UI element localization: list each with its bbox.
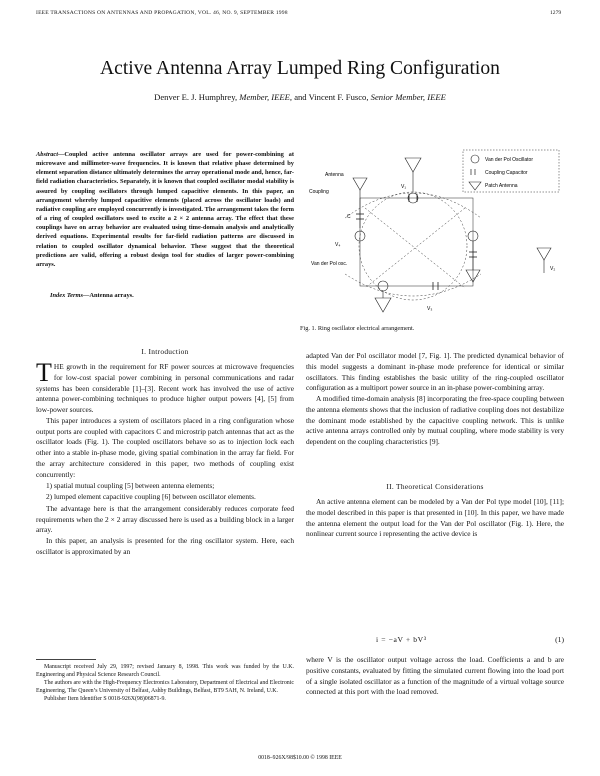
label-antenna: Antenna (325, 172, 344, 178)
legend-vdp: Van der Pol Oscillator (485, 157, 533, 163)
label-v1: V₁ (401, 184, 407, 190)
intro-paragraph-1 (36, 358, 294, 416)
equation-number: (1) (555, 635, 564, 644)
ring-oscillator-figure (305, 148, 567, 318)
footnote (36, 663, 294, 703)
equation-body: i = −aV + bV³ (376, 635, 427, 644)
figure-legend (463, 150, 559, 192)
legend-capacitor: Coupling Capacitor (485, 170, 528, 176)
journal-header: IEEE TRANSACTIONS ON ANTENNAS AND PROPAGATION, VOL. 46, NO. 9, SEPTEMBER 1998 (36, 10, 288, 16)
list-item: 1) spatial mutual coupling [5] between antenna elements; (46, 481, 215, 491)
right-column-body (306, 351, 564, 448)
author-1-role: Member, IEEE, (239, 92, 293, 102)
section-2-body (306, 497, 564, 540)
right-paragraph-1: adapted Van der Pol oscillator model [7, Fig. 1]. The predicted dynamical behavior of this model suggests a dominant in-phase mode preference for identical or similar oscillators. This finding establishes the basic utility of the ring-coupled oscillator configuration as a multiport power source in an in-phase power-combining array. (306, 351, 564, 393)
abstract (36, 150, 294, 269)
label-v3: V₃ (427, 306, 433, 312)
figure-caption: Fig. 1. Ring oscillator electrical arrangement. (300, 325, 415, 332)
intro-paragraph-2: This paper introduces a system of oscillators placed in a ring configuration whose output ports are coupled with capacitors C and microstrip patch antennas that act as the oscillator loads (Fig. 1). The coupled oscillators behave so as to injection lock each other into a stable in-phase mode, giving spatial combination in the array far field. For the array architecture considered in this paper, two methods of coupling exist concurrently: (36, 415, 294, 479)
authors-line (0, 92, 600, 102)
right-paragraph-2: A modified time-domain analysis [8] incorporating the free-space coupling between the antenna elements shows that the inclusion of radiative coupling does not destabilize the dominant mode established by the capacitive coupling network. This is unlike active antenna arrays controlled only by mutual coupling, where mode stability is very dependent on the coupling characteristics [9]. (306, 394, 564, 446)
index-terms-lead: Index Terms— (50, 292, 90, 299)
coupling-methods-list (36, 481, 294, 503)
intro-p1-text: HE growth in the requirement for RF power sources at microwave frequencies for low-cost spacial power combining in personal communications and radar systems has been considerable [1]–[3]. Recent work has involved the use of active antenna power-combining techniques to produce higher output powers [4], [5] from low-power sources. (36, 362, 294, 414)
author-2: and Vincent F. Fusco, (294, 92, 369, 102)
author-1: Denver E. J. Humphrey, (154, 92, 238, 102)
copyright-footer: 0018–926X/98$10.00 © 1998 IEEE (258, 755, 342, 761)
footnote-publisher-id: Publisher Item Identifier S 0018-926X(98)06871-9. (44, 696, 166, 703)
label-coupling: Coupling (309, 189, 329, 195)
list-item: 2) lumped element capacitive coupling [6] between oscillator elements. (46, 492, 256, 501)
radiative-coupling-ring (359, 192, 467, 300)
footnote-affiliation: The authors are with the High-Frequency Electronics Laboratory, Department of Electrical and Electronic Engineering, The Queen’s University of Belfast, Ashby Buildings, Belfast, BT9 5AH, N. Ireland, U.K. (36, 680, 294, 695)
intro-paragraph-4: In this paper, an analysis is presented for the ring oscillator system. Here, each oscillator is approximated by an (36, 536, 294, 556)
footnote-rule (36, 659, 96, 660)
paper-title: Active Antenna Array Lumped Ring Configuration (100, 58, 500, 79)
antenna-bottom-icon (375, 298, 391, 312)
patch-antenna-legend-icon (469, 182, 481, 190)
legend-antenna: Patch Antenna (485, 183, 518, 189)
label-vdp: Van der Pol osc. (311, 261, 348, 267)
antenna-left-icon (353, 178, 367, 190)
section-2-heading: II. Theoretical Considerations (386, 482, 484, 491)
label-c: C (347, 214, 351, 220)
oscillator-legend-icon (471, 155, 479, 163)
abstract-text: Coupled active antenna oscillator arrays are used for power-combining at microwave and millimeter-wave frequencies. It is known that relative phase determined by element separation distance ultimately determines the array operational mode and, hence, far-field radiation characteristics. Separately, it is known that coupled oscillator modal stability is assured by coupling oscillators through lumped capacitive elements. In this paper, an arrangement whereby lumped capacitive elements (placed across the oscillator loads) and radiative coupling are employed concurrently is investigated. The arrangement takes the form of a ring of coupled oscillators used to excite a 2 × 2 antenna array. The effect that these couplings have on array behavior are evaluated using time-domain analysis and analytically derived equations. Experimental results for far-field radiation patterns are discussed in relation to coupled oscillator dynamical behavior. These suggest that the theoretical predictions are valid, offering a robust design tool for studies of larger power-combining arrays. (36, 151, 294, 268)
drop-cap: T (36, 358, 52, 387)
theory-paragraph-2: where V is the oscillator output voltage across the load. Coefficients a and b are positive constants, evaluated by fitting the simulated current flowing into the load port of a single isolated oscillator as a function of the magnitude of a virtual voltage source connected at this port with the load removed. (306, 655, 564, 697)
author-2-role: Senior Member, IEEE (370, 92, 446, 102)
label-v2: V₂ (550, 266, 556, 272)
antenna-top-icon (405, 158, 421, 172)
antenna-far-right-icon (537, 248, 551, 260)
post-equation-body (306, 655, 564, 698)
theory-paragraph-1: An active antenna element can be modeled by a Van der Pol type model [10], [11]; the model described in this paper is that presented in [10]. In this paper, we have made the antenna element the output load for the Van der Pol oscillator (Fig. 1). Here, the nonlinear current source i representing the active device is (306, 497, 564, 539)
index-terms (50, 292, 294, 299)
intro-paragraph-3: The advantage here is that the arrangement considerably reduces corporate feed requirements when the 2 × 2 array discussed here is used as a building block in a larger array. (36, 503, 294, 535)
label-v4: V₄ (335, 242, 341, 248)
section-1-heading: I. Introduction (141, 347, 189, 356)
left-column-body (36, 358, 294, 558)
index-terms-text: Antenna arrays. (89, 292, 134, 299)
footnote-manuscript: Manuscript received July 29, 1997; revised January 8, 1998. This work was funded by the U.K. Engineering and Physical Science Research Council. (36, 664, 294, 679)
abstract-lead: Abstract— (36, 151, 65, 158)
page-number: 1279 (550, 10, 562, 16)
